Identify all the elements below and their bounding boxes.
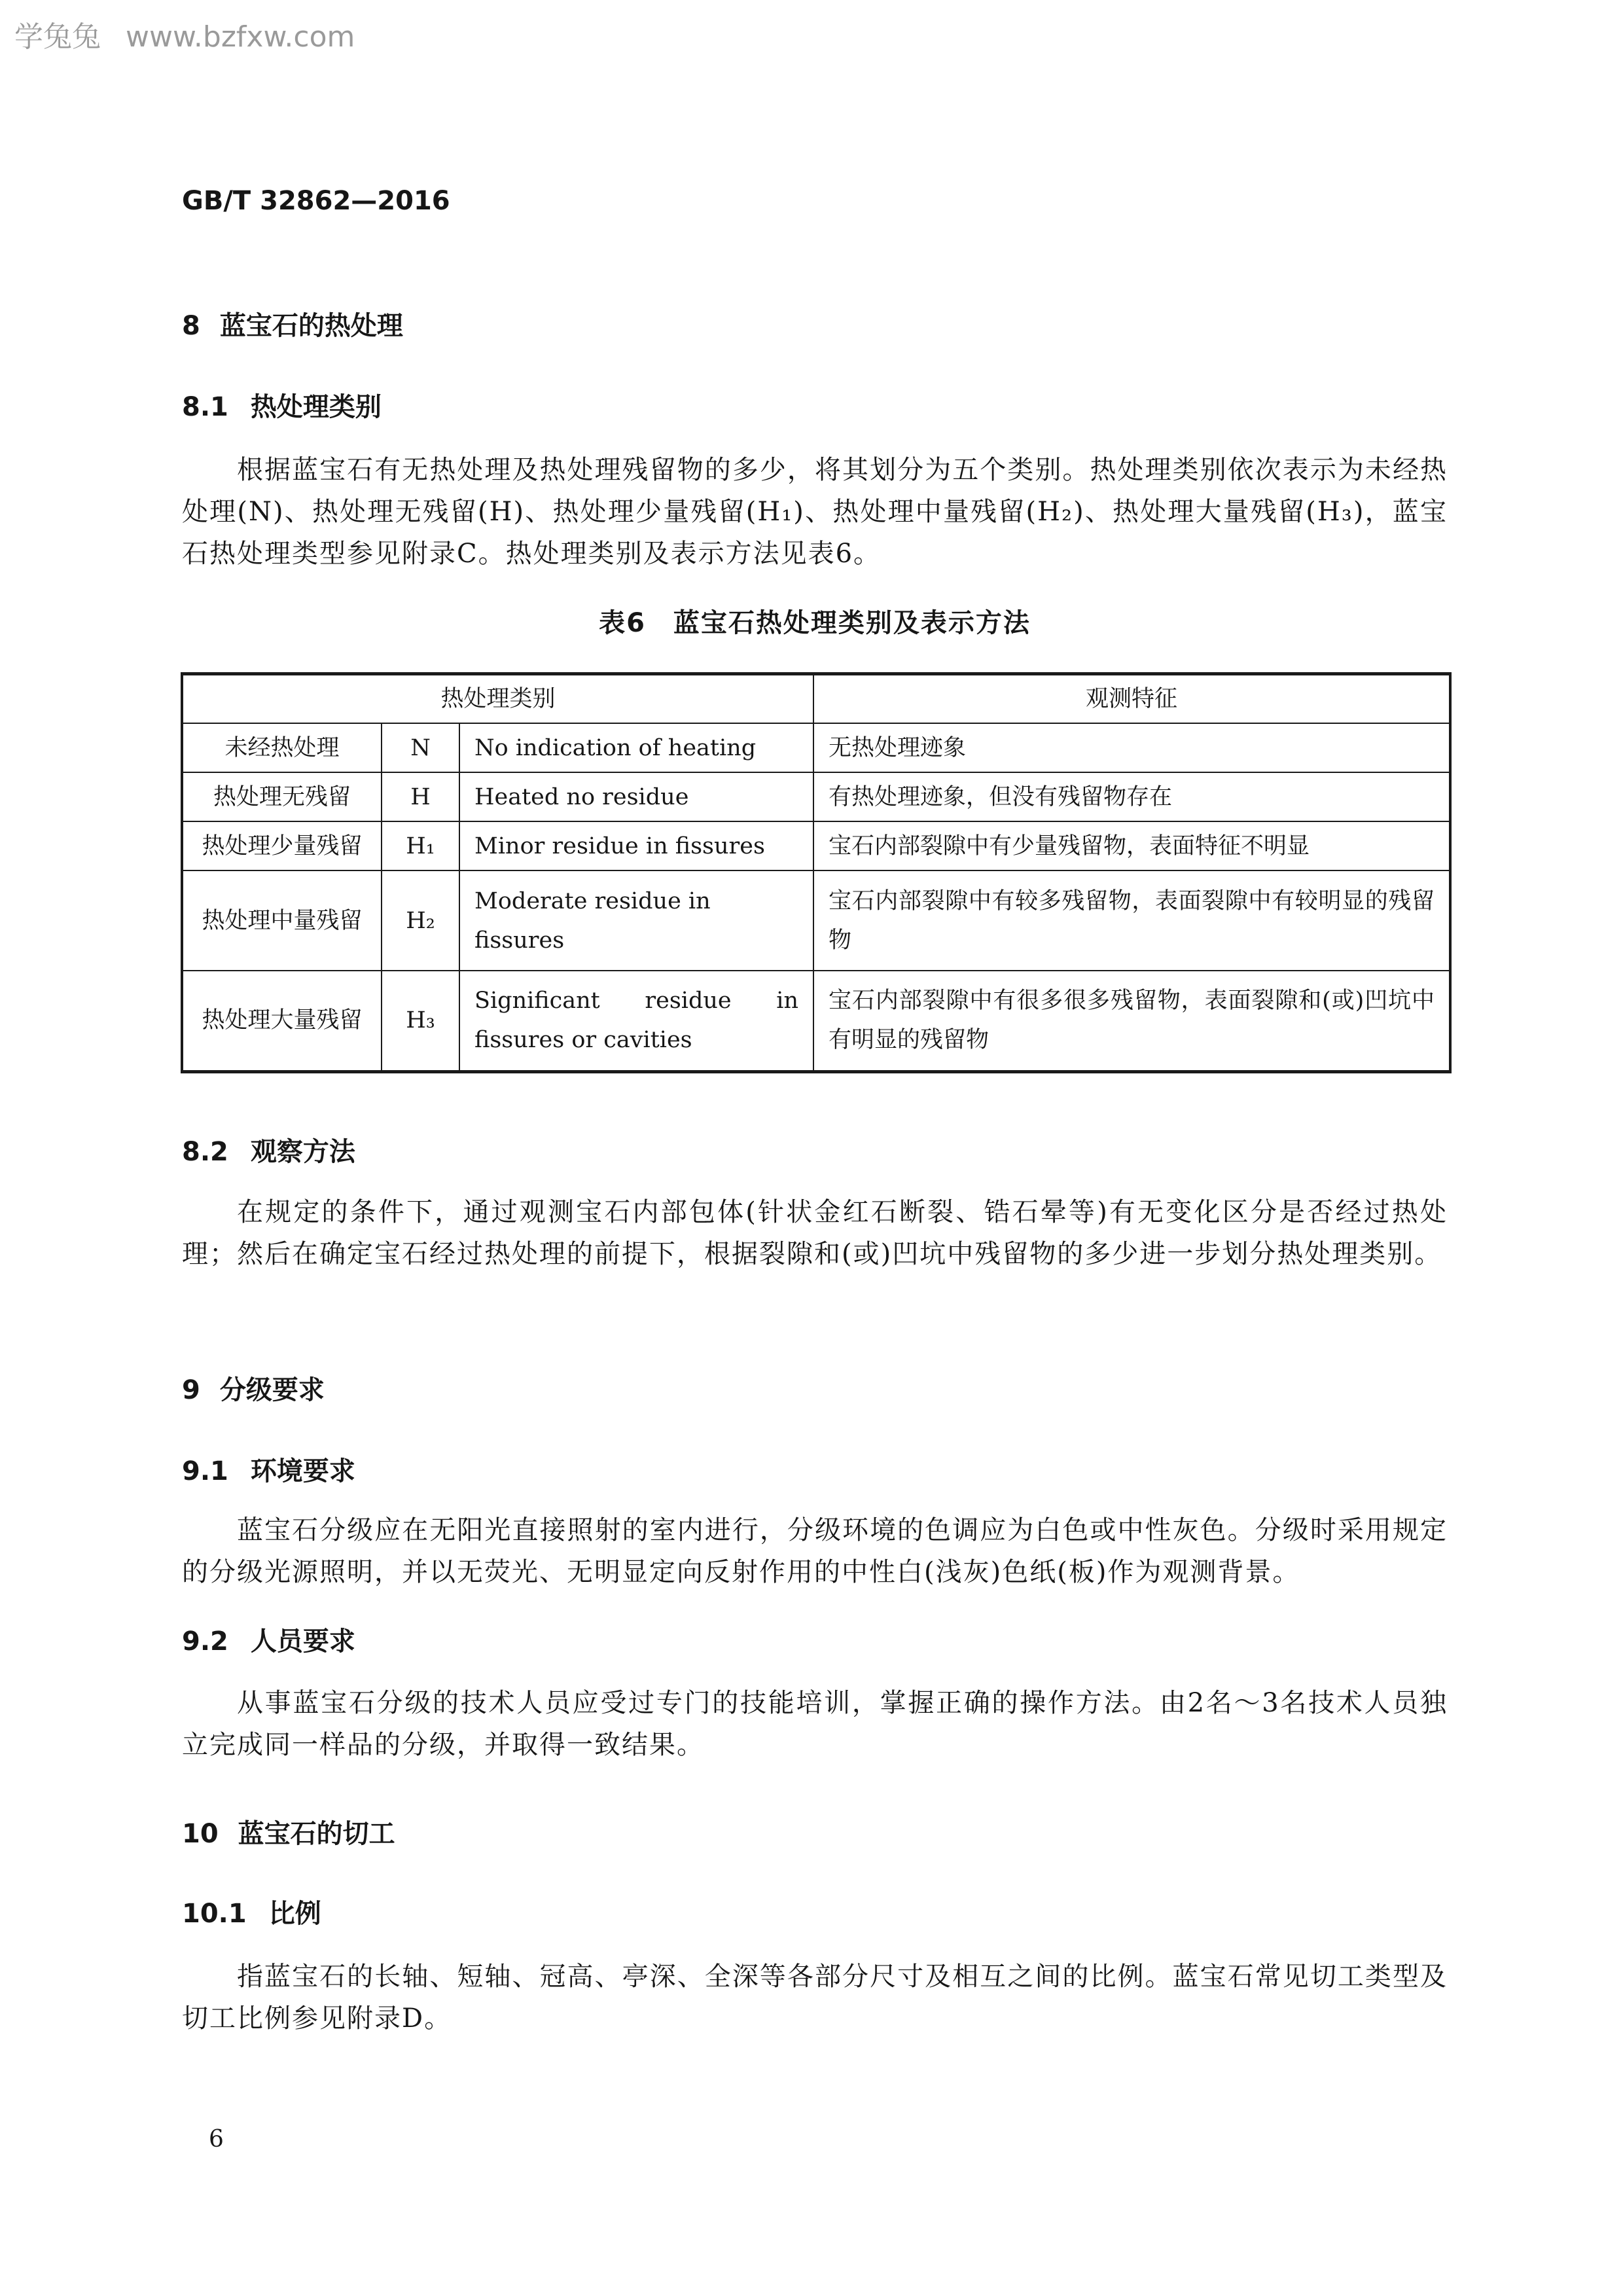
section-number: 9 bbox=[182, 1375, 200, 1405]
heat-treatment-table bbox=[181, 672, 1452, 1073]
category-code: H bbox=[382, 772, 459, 821]
paragraph-10-1: 指蓝宝石的长轴、短轴、冠高、亭深、全深等各部分尺寸及相互之间的比例。蓝宝石常见切工类型及切工比例参见附录D。 bbox=[182, 1962, 1448, 2034]
table-row bbox=[182, 723, 1450, 772]
category-code: H₂ bbox=[382, 870, 459, 971]
watermark bbox=[14, 13, 370, 55]
header-category: 热处理类别 bbox=[182, 674, 813, 724]
category-code: H₁ bbox=[382, 821, 459, 870]
observed-feature: 宝石内部裂隙中有少量残留物，表面特征不明显 bbox=[813, 821, 1450, 870]
section-number: 8.1 bbox=[182, 392, 228, 422]
table-row bbox=[182, 971, 1450, 1071]
section-9-heading bbox=[182, 1369, 325, 1407]
category-en: Moderate residue in fissures bbox=[459, 870, 813, 971]
section-title: 热处理类别 bbox=[250, 392, 382, 422]
section-number: 9.2 bbox=[182, 1626, 228, 1657]
doc-code: GB/T 32862—2016 bbox=[182, 186, 450, 216]
table-row bbox=[182, 821, 1450, 870]
section-title: 蓝宝石的切工 bbox=[238, 1819, 395, 1849]
observed-feature: 有热处理迹象，但没有残留物存在 bbox=[813, 772, 1450, 821]
observed-feature: 无热处理迹象 bbox=[813, 723, 1450, 772]
header-feature: 观测特征 bbox=[813, 674, 1450, 724]
table-caption: 表6 蓝宝石热处理类别及表示方法 bbox=[599, 608, 1031, 638]
section-8-heading bbox=[182, 305, 403, 342]
section-8-2-heading bbox=[182, 1131, 355, 1168]
section-number: 10 bbox=[182, 1819, 219, 1849]
paragraph-9-1: 蓝宝石分级应在无阳光直接照射的室内进行，分级环境的色调应为白色或中性灰色。分级时采用规定的分级光源照明，并以无荧光、无明显定向反射作用的中性白(浅灰)色纸(板)作为观测背景。 bbox=[182, 1515, 1448, 1587]
section-10-heading bbox=[182, 1813, 395, 1850]
section-number: 8.2 bbox=[182, 1137, 228, 1167]
section-number: 8 bbox=[182, 311, 200, 341]
section-number: 9.1 bbox=[182, 1456, 228, 1486]
category-code: H₃ bbox=[382, 971, 459, 1071]
section-title: 人员要求 bbox=[250, 1626, 355, 1657]
section-10-1-heading bbox=[182, 1893, 321, 1930]
observed-feature: 宝石内部裂隙中有很多很多残留物，表面裂隙和(或)凹坑中有明显的残留物 bbox=[813, 971, 1450, 1071]
table-row bbox=[182, 772, 1450, 821]
paragraph-9-2: 从事蓝宝石分级的技术人员应受过专门的技能培训，掌握正确的操作方法。由2名～3名技术人员独立完成同一样品的分级，并取得一致结果。 bbox=[182, 1688, 1448, 1760]
section-title: 观察方法 bbox=[250, 1137, 355, 1167]
paragraph-8-1: 根据蓝宝石有无热处理及热处理残留物的多少，将其划分为五个类别。热处理类别依次表示为未经热处理(N)、热处理无残留(H)、热处理少量残留(H₁)、热处理中量残留(H₂)、热处理大量残留(H₃)，蓝宝石热处理类型参见附录C。热处理类别及表示方法见表6。 bbox=[182, 455, 1448, 569]
table-row bbox=[182, 870, 1450, 971]
section-number: 10.1 bbox=[182, 1899, 247, 1929]
category-cn: 未经热处理 bbox=[182, 723, 382, 772]
section-9-2-heading bbox=[182, 1621, 355, 1658]
section-9-1-heading bbox=[182, 1450, 355, 1488]
category-cn: 热处理无残留 bbox=[182, 772, 382, 821]
category-en: Heated no residue bbox=[459, 772, 813, 821]
watermark-site-url: www.bzfxw.com bbox=[126, 20, 355, 54]
section-title: 分级要求 bbox=[219, 1375, 325, 1405]
category-en: Significant residue in fissures or cavities bbox=[459, 971, 813, 1071]
category-cn: 热处理少量残留 bbox=[182, 821, 382, 870]
watermark-site-name: 学兔兔 bbox=[14, 20, 101, 54]
section-title: 比例 bbox=[268, 1899, 321, 1929]
category-cn: 热处理大量残留 bbox=[182, 971, 382, 1071]
table-header-row bbox=[182, 674, 1450, 724]
section-title: 蓝宝石的热处理 bbox=[219, 311, 403, 341]
section-8-1-heading bbox=[182, 386, 382, 423]
section-title: 环境要求 bbox=[250, 1456, 355, 1486]
page-number: 6 bbox=[209, 2126, 224, 2153]
paragraph-8-2: 在规定的条件下，通过观测宝石内部包体(针状金红石断裂、锆石晕等)有无变化区分是否经过热处理；然后在确定宝石经过热处理的前提下，根据裂隙和(或)凹坑中残留物的多少进一步划分热处理类别。 bbox=[182, 1197, 1448, 1269]
category-cn: 热处理中量残留 bbox=[182, 870, 382, 971]
observed-feature: 宝石内部裂隙中有较多残留物，表面裂隙中有较明显的残留物 bbox=[813, 870, 1450, 971]
category-en: No indication of heating bbox=[459, 723, 813, 772]
category-en: Minor residue in fissures bbox=[459, 821, 813, 870]
category-code: N bbox=[382, 723, 459, 772]
